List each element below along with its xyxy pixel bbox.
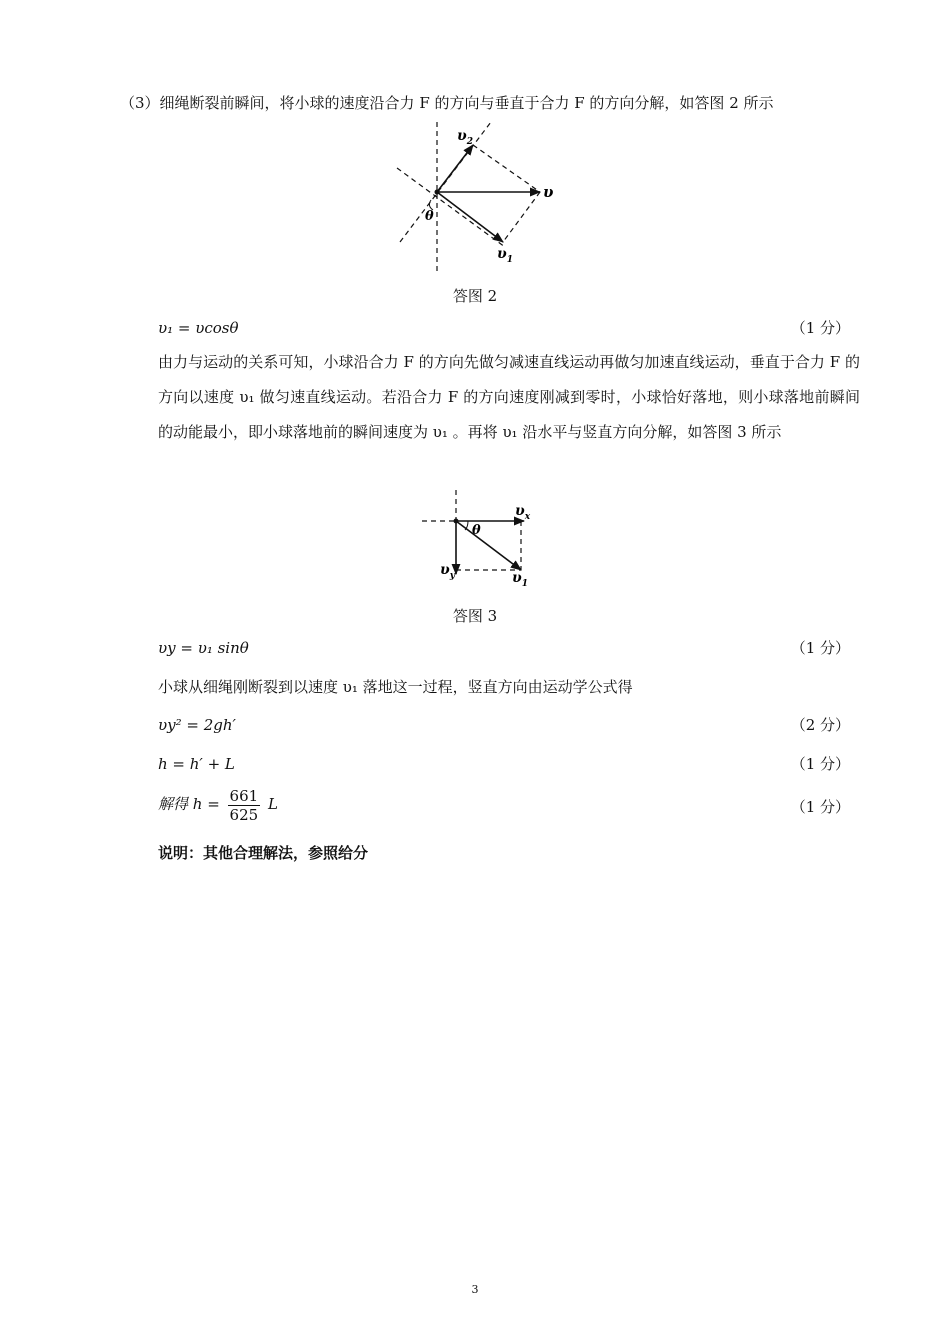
equation-5-prefix: 解得 h =: [158, 795, 220, 813]
dashed-v2-to-v: [473, 145, 540, 192]
note-text: 说明：其他合理解法，参照给分: [158, 844, 369, 862]
label-vy: $\upsilon_y$: [440, 562, 455, 581]
equation-5-suffix: L: [267, 795, 278, 813]
page-number: 3: [471, 1283, 479, 1296]
equation-1: υ₁ = υcosθ: [158, 319, 239, 337]
ball-point: [454, 519, 459, 524]
label-vx: $\upsilon_x$: [515, 503, 531, 522]
dashed-v-to-v1: [503, 192, 540, 242]
denominator: 625: [229, 805, 259, 824]
equation-2: υy = υ₁ sinθ: [158, 639, 249, 657]
intro-text: （3）细绳断裂前瞬间，将小球的速度沿合力 F 的方向与垂直于合力 F 的方向分解，如答图 2 所示: [120, 94, 774, 112]
equation-3: υy² = 2gh′: [158, 716, 236, 734]
equation-4-score: （1 分）: [790, 755, 850, 773]
figure-3-caption: 答图 3: [452, 607, 498, 625]
label-theta: θ: [472, 523, 481, 538]
label-v2: $\upsilon_2$: [457, 128, 473, 147]
paragraph-1: 由力与运动的关系可知，小球沿合力 F 的方向先做匀减速直线运动再做匀加速直线运动，垂直于合力 F 的方向以速度 υ₁ 做匀速直线运动。若沿合力 F 的方向速度刚减到零时，小球恰好落地，则小球落地前瞬间的动能最小，即小球落地前的瞬间速度为 υ₁ 。再将 υ₁ 沿水平与竖直方向分解，如答图 3 所示: [158, 353, 860, 441]
equation-1-score: （1 分）: [790, 319, 850, 337]
equation-5: [158, 782, 278, 826]
label-v1: $\upsilon_1$: [497, 246, 513, 265]
label-v: υ: [543, 183, 554, 201]
numerator: 661: [229, 786, 259, 805]
ball-point: [435, 190, 440, 195]
vector-v1: [437, 192, 503, 242]
equation-3-score: （2 分）: [790, 716, 850, 734]
vector-v2: [437, 145, 473, 192]
label-theta: θ: [425, 209, 434, 224]
force-direction-dashed: [397, 168, 505, 247]
figure-2-diagram: [395, 120, 565, 280]
equation-4: h = h′ + L: [158, 755, 235, 773]
figure-2-caption: 答图 2: [452, 287, 498, 305]
figure-3-diagram: [420, 488, 540, 588]
label-v1: $\upsilon_1$: [512, 570, 528, 588]
equation-2-score: （1 分）: [790, 639, 850, 657]
equation-5-score: （1 分）: [790, 798, 850, 816]
paragraph-2: 小球从细绳刚断裂到以速度 υ₁ 落地这一过程，竖直方向由运动学公式得: [158, 678, 633, 696]
fraction: [228, 787, 261, 824]
